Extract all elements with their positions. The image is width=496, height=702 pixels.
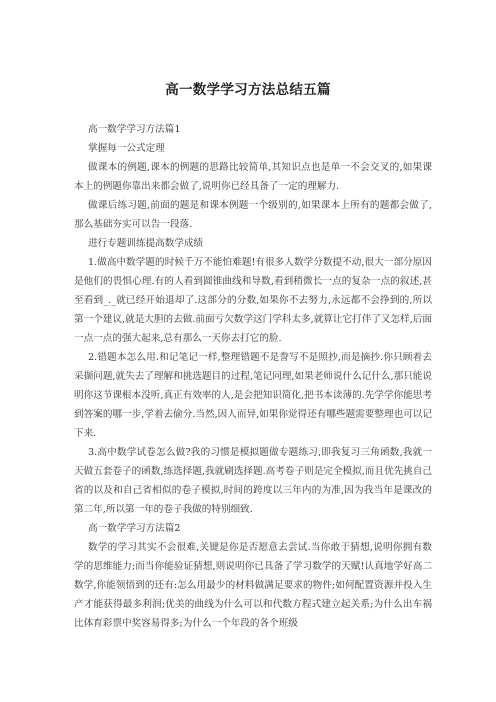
paragraph: 进行专题训练提高数学成绩 — [88, 238, 204, 249]
section-heading: 高一数学学习方法篇2 — [88, 523, 181, 534]
paragraph: 做课后练习题,前面的题是和课本例题一个级别的,如果课本上所有的题都会做了,那么基础夯实可以告一段落. — [74, 200, 432, 230]
section-heading: 高一数学学习方法篇1 — [88, 124, 181, 135]
paragraph: 3.高中数学试卷怎么做?我的习惯是模拟题做专题练习,即我复习三角函数,我就一天做五套卷子的函数,练选择题,我就刷选择题.高考卷子则是完全模拟,而且优先挑自己省的以及和自己省相似的卷子模拟,时间的跨度以三年内的为准,因为我当年是课改的第二年,所以第一年的卷子我做的特别细致. — [74, 447, 432, 515]
paragraph: 做课本的例题,课本的例题的思路比较简单,其知识点也是单一不会交叉的,如果课本上的例题你靠出来都会做了,说明你已经具备了一定的理解力. — [74, 162, 432, 192]
document-title: 高一数学学习方法总结五篇 — [165, 82, 331, 98]
document-body — [74, 120, 432, 633]
paragraph: 数学的学习其实不会很难,关键是你是否愿意去尝试.当你敢于猜想,说明你拥有数学的思维能力;而当你能验证猜想,则说明你已具备了学习数学的天赋!认真地学好高二数学,你能领悟到的还有:怎么用最少的材料做满足要求的物件;如何配置资源并投入生产才能获得最多利润;优美的曲线为什么可以和代数方程式建立起关系;为什么出车祸比体育彩票中奖容易得多;为什么一个年段的各个班级 — [74, 542, 432, 629]
paragraph: 掌握每一公式定理 — [88, 143, 165, 154]
paragraph: 2.错题本怎么用.和记笔记一样,整理错题不是誊写不是照抄,而是摘抄.你只顾着去采撷问题,就失去了理解和挑选题目的过程,笔记同理,如果老师说什么记什么,那只能说明你这节课根本没听,真正有效率的人,是会把知识简化,把书本读薄的.先学学你能思考到答案的哪一步,学着去偷分.当然,因人而异,如果你觉得还有哪些题需要整理也可以记下来. — [74, 352, 432, 439]
paragraph: 1.做高中数学题的时候千万不能怕难题!有很多人数学分数提不动,很大一部分原因是他们的畏惧心理.有的人看到圆锥曲线和导数,看到稍微长一点的复杂一点的叙述,甚至看到_._就已经开始退却了.这部分的分数,如果你不去努力,永远都不会挣到的,所以第一个建议,就是大胆的去做.前面亏欠数学这门学科太多,就算让它打伴了又怎样,后面一点一点的强大起来,总有那么一天你去打它的脸. — [74, 257, 432, 344]
